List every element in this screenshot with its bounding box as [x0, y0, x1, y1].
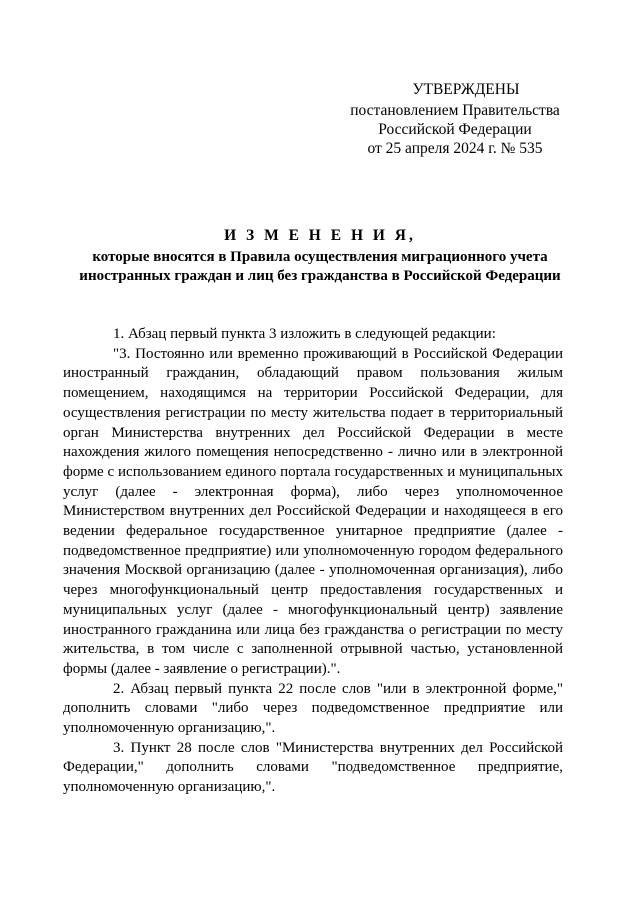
approval-line-3: от 25 апреля 2024 г. № 535 — [367, 140, 543, 157]
approval-heading: УТВЕРЖДЕНЫ — [412, 81, 520, 98]
subtitle-line-1: которые вносятся в Правила осуществления миграционного учета — [92, 249, 548, 265]
document-subtitle — [60, 248, 580, 286]
paragraph-item-3: 3. Пункт 28 после слов "Министерства внутренних дел Российской Федерации," дополнить словами "подведомственное предприятие, уполномоченную организацию,". — [63, 739, 563, 796]
paragraph-quoted-text: "3. Постоянно или временно проживающий в Российской Федерации иностранный гражданин, обладающий правом пользования жилым помещением, находящимся на территории Российской Федерации, для осуществления регистрации по месту жительства подает в территориальный орган Министерства внутренних дел Российской Федерации в месте нахождения жилого помещения непосредственно - лично или в электронной форме с использованием единого портала государственных и муниципальных услуг (далее - электронная форма), либо через уполномоченное Министерством внутренних дел Российской Федерации и находящееся в его ведении федеральное государственное унитарное предприятие (далее - подведомственное предприятие) или уполномоченную городом федерального значения Москвой организацию (далее - уполномоченная организация), либо через многофункциональный центр предоставления государственных и муниципальных услуг (далее - многофункциональный центр) заявление иностранного гражданина или лица без гражданства о регистрации по месту жительства, в том числе с заполненной отрывной частью, установленной формы (далее - заявление о регистрации).". — [63, 345, 563, 677]
paragraph-item-2: 2. Абзац первый пункта 22 после слов "или в электронной форме," дополнить словами "либо через подведомственное предприятие или уполномоченную организацию,". — [63, 680, 563, 737]
subtitle-line-2: иностранных граждан и лиц без гражданства в Российской Федерации — [79, 268, 561, 284]
approval-line-1: постановлением Правительства — [350, 102, 560, 119]
approval-stamp — [330, 80, 580, 158]
paragraph-item-1: 1. Абзац первый пункта 3 изложить в следующей редакции: — [113, 326, 496, 342]
document-title: И З М Е Н Е Н И Я, — [224, 227, 416, 244]
document-body — [63, 325, 563, 798]
approval-line-2: Российской Федерации — [378, 121, 532, 138]
